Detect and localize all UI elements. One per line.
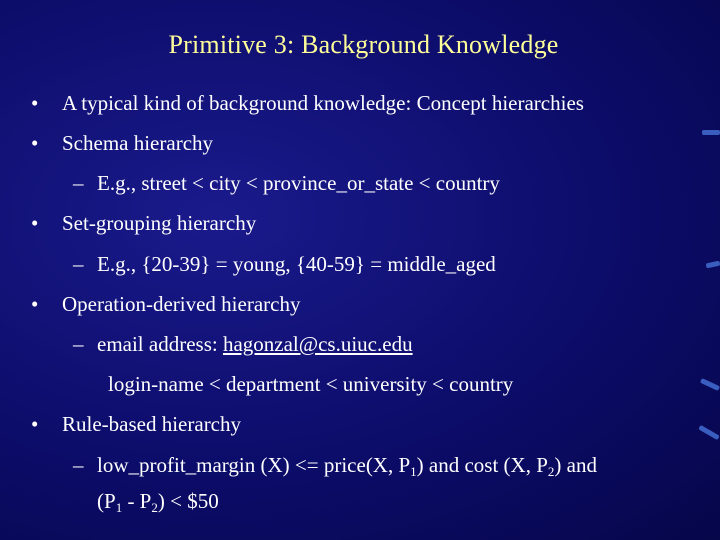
bullet-icon: • — [31, 131, 39, 155]
bullet-text: Operation-derived hierarchy — [62, 292, 301, 316]
email-label: email address: — [97, 332, 223, 356]
sub-bullet-text: E.g., {20-39} = young, {40-59} = middle_aged — [97, 252, 496, 276]
bullet-text: Rule-based hierarchy — [62, 412, 242, 436]
decorative-streak — [700, 378, 720, 391]
bullet-icon: • — [31, 292, 39, 316]
bullet-text: Schema hierarchy — [62, 131, 214, 155]
rule-subscript: 2 — [547, 464, 555, 479]
rule-part: (P — [97, 489, 116, 513]
rule-part: ) < $50 — [157, 489, 219, 513]
dash-icon: – — [73, 332, 84, 356]
sub-bullet-text: E.g., street < city < province_or_state < country — [97, 171, 500, 195]
bullet-icon: • — [31, 211, 39, 235]
bullet-icon: • — [31, 412, 39, 436]
rule-part: low_profit_margin (X) <= price(X, P — [97, 453, 411, 477]
bullet-icon: • — [31, 91, 39, 115]
decorative-streak — [698, 425, 720, 440]
rule-part: ) and cost (X, P — [416, 453, 548, 477]
slide-title: Primitive 3: Background Knowledge — [168, 30, 559, 59]
decorative-streak — [706, 261, 720, 269]
rule-subscript: 1 — [115, 500, 123, 515]
rule-subscript: 2 — [151, 500, 158, 515]
rule-text-line-1 — [97, 452, 597, 478]
email-link[interactable]: hagonzal@cs.uiuc.edu — [222, 332, 413, 356]
dash-icon: – — [73, 252, 84, 276]
hierarchy-text: login-name < department < university < country — [108, 372, 514, 396]
rule-text-line-2 — [97, 488, 219, 514]
bullet-text: Set-grouping hierarchy — [62, 211, 257, 235]
bullet-text: A typical kind of background knowledge: Concept hierarchies — [62, 91, 584, 115]
decorative-streak — [702, 130, 720, 135]
rule-part: ) and — [554, 453, 597, 477]
dash-icon: – — [73, 171, 84, 195]
dash-icon: – — [73, 453, 84, 477]
rule-subscript: 1 — [410, 464, 417, 479]
sub-bullet-text — [97, 331, 413, 357]
rule-part: - P — [122, 489, 152, 513]
